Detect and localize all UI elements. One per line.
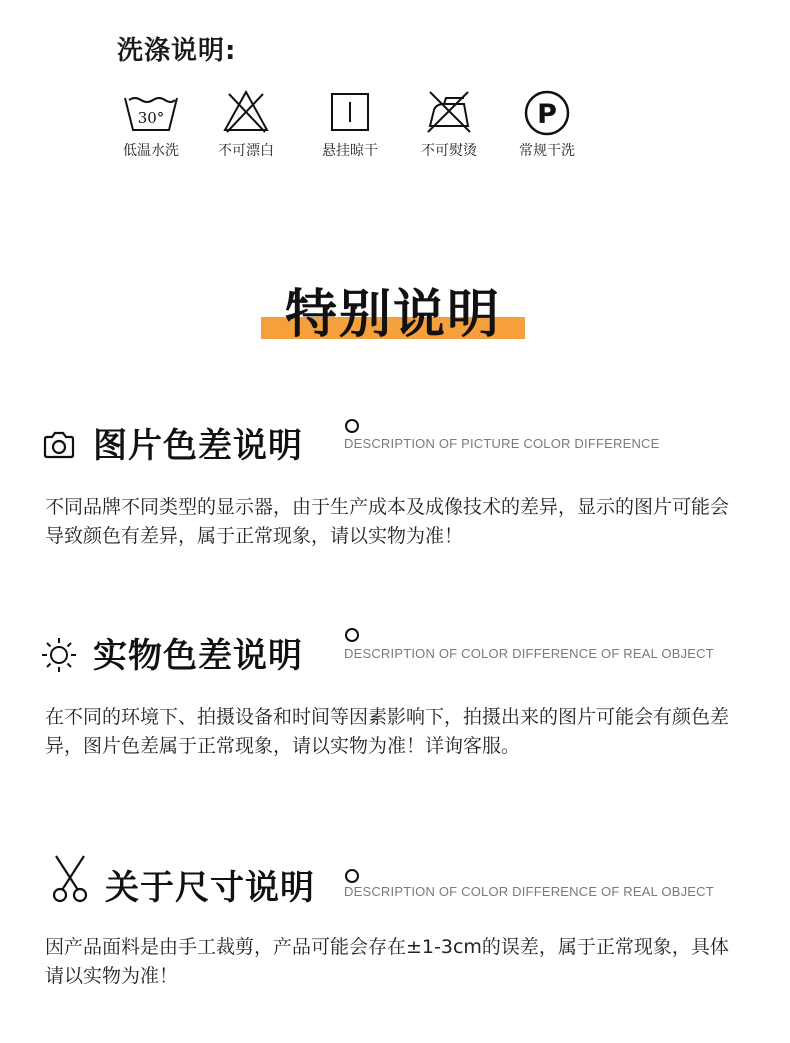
special-title: 特别说明 xyxy=(284,285,501,345)
wash-label: 低温水洗 xyxy=(123,143,179,159)
wash-item-no-bleach xyxy=(201,88,291,160)
section-body: 因产品面料是由手工裁剪，产品可能会存在±1-3cm的误差，属于正常现象，具体请以实物为准！ xyxy=(45,936,729,987)
section-subtitle: DESCRIPTION OF COLOR DIFFERENCE OF REAL OBJECT xyxy=(344,884,714,899)
wash-30-icon xyxy=(121,88,181,134)
wash-item-no-iron xyxy=(404,88,494,160)
wash-item-dry-clean xyxy=(502,88,592,160)
wash-label: 常规干洗 xyxy=(519,143,575,159)
wash-label: 不可漂白 xyxy=(218,143,274,159)
wash-label: 悬挂晾干 xyxy=(322,143,378,159)
hang-dry-icon xyxy=(327,88,373,134)
section-subtitle: DESCRIPTION OF COLOR DIFFERENCE OF REAL OBJECT xyxy=(344,646,714,661)
wash-title: 洗涤说明: xyxy=(117,36,237,66)
section-title: 图片色差说明 xyxy=(93,426,303,466)
title-dot xyxy=(345,628,359,642)
section-body: 不同品牌不同类型的显示器，由于生产成本及成像技术的差异，显示的图片可能会导致颜色有差异，属于正常现象，请以实物为准！ xyxy=(45,496,730,547)
section-title: 关于尺寸说明 xyxy=(105,868,315,908)
title-dot xyxy=(345,869,359,883)
svg-text:30°: 30° xyxy=(137,109,165,127)
no-bleach-icon xyxy=(221,88,271,134)
camera-icon xyxy=(42,431,76,459)
dry-clean-p-icon xyxy=(522,88,572,138)
no-iron-icon xyxy=(424,88,474,134)
section-body: 在不同的环境下、拍摄设备和时间等因素影响下，拍摄出来的图片可能会有颜色差异，图片色差属于正常现象，请以实物为准！详询客服。 xyxy=(45,706,730,757)
wash-item-low-temp xyxy=(106,88,196,160)
sun-icon xyxy=(40,636,78,674)
svg-text:P: P xyxy=(537,99,557,130)
section-title: 实物色差说明 xyxy=(93,636,303,676)
wash-item-hang-dry xyxy=(305,88,395,160)
section-subtitle: DESCRIPTION OF PICTURE COLOR DIFFERENCE xyxy=(344,436,660,451)
wash-label: 不可熨烫 xyxy=(421,143,477,159)
scissors-icon xyxy=(50,854,90,904)
title-dot xyxy=(345,419,359,433)
